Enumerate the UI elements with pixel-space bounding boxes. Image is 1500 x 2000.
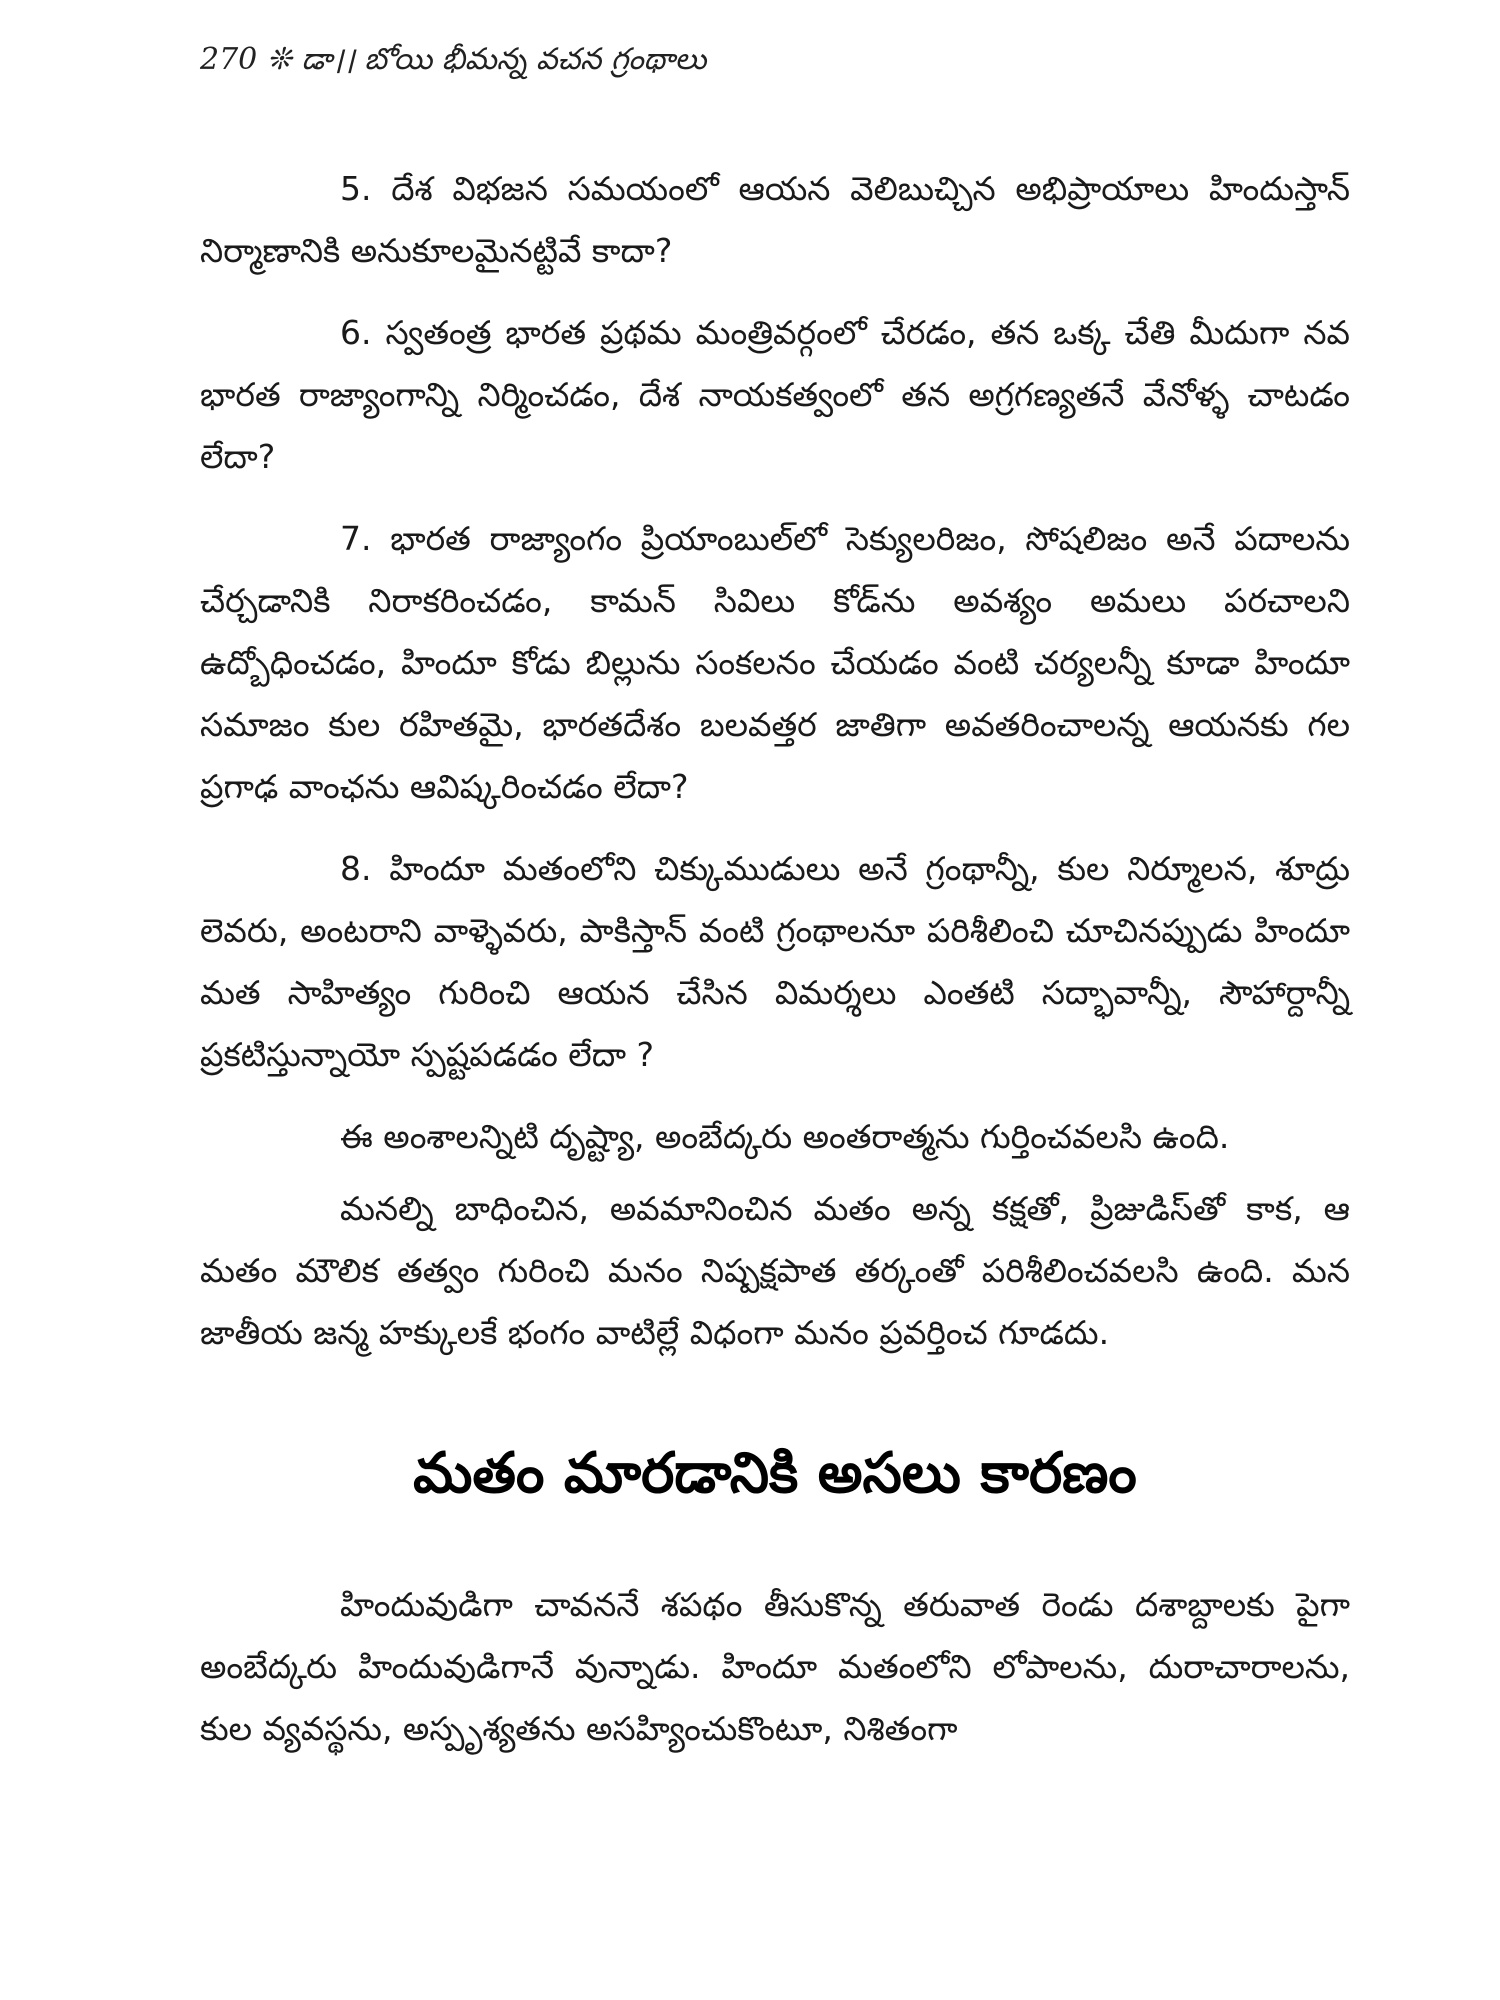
paragraph-religion-analysis: మనల్ని బాధించిన, అవమానించిన మతం అన్న కక్షతో, ప్రిజుడిస్‌తో కాక, ఆ మతం మౌలిక తత్వం గురించి మనం నిష్పక్షపాత తర్కంతో పరిశీలించవలసి ఉంది. మన జాతీయ జన్మ హక్కులకే భంగం వాటిల్లే విధంగా మనం ప్రవర్తించ గూడదు. <box>200 1189 1350 1352</box>
paragraph-point-7: 7. భారత రాజ్యాంగం ప్రియాంబుల్‌లో సెక్యులరిజం, సోషలిజం అనే పదాలను చేర్చడానికి నిరాకరించడం, కామన్ సివిలు కోడ్‌ను అవశ్యం అమలు పరచాలని ఉద్బోధించడం, హిందూ కోడు బిల్లును సంకలనం చేయడం వంటి చర్యలన్నీ కూడా హిందూ సమాజం కుల రహితమై, భారతదేశం బలవత్తర జాతిగా అవతరించాలన్న ఆయనకు గల ప్రగాఢ వాంఛను ఆవిష్కరించడం లేదా? <box>200 519 1350 806</box>
paragraph-point-8: 8. హిందూ మతంలోని చిక్కుముడులు అనే గ్రంథాన్నీ, కుల నిర్మూలన, శూద్రు లెవరు, అంటరాని వాళ్ళెవరు, పాకిస్తాన్ వంటి గ్రంథాలనూ పరిశీలించి చూచినప్పుడు హిందూ మత సాహిత్యం గురించి ఆయన చేసిన విమర్శలు ఎంతటి సద్భావాన్నీ, సౌహార్దాన్నీ ప్రకటిస్తున్నాయో స్పష్టపడడం లేదా ? <box>200 849 1350 1074</box>
running-header: 270 ❊ డా।। బోయి భీమన్న వచన గ్రంథాలు <box>200 42 707 77</box>
section-heading: మతం మారడానికి అసలు కారణం <box>413 1441 1137 1506</box>
paragraph-point-6: 6. స్వతంత్ర భారత ప్రథమ మంత్రివర్గంలో చేరడం, తన ఒక్క చేతి మీదుగా నవ భారత రాజ్యాంగాన్ని నిర్మించడం, దేశ నాయకత్వంలో తన అగ్రగణ్యతనే వేనోళ్ళ చాటడం లేదా? <box>200 313 1350 476</box>
paragraph-conclusion: ఈ అంశాలన్నిటి దృష్ట్యా, అంబేద్కరు అంతరాత్మను గుర్తించవలసి ఉంది. <box>340 1117 1230 1156</box>
section-body-paragraph: హిందువుడిగా చావననే శపథం తీసుకొన్న తరువాత రెండు దశాబ్దాలకు పైగా అంబేద్కరు హిందువుడిగానే వున్నాడు. హిందూ మతంలోని లోపాలను, దురాచారాలను, కుల వ్యవస్థను, అస్పృశ్యతను అసహ్యించుకొంటూ, నిశితంగా <box>200 1585 1350 1748</box>
paragraph-point-5: 5. దేశ విభజన సమయంలో ఆయన వెలిబుచ్చిన అభిప్రాయాలు హిందుస్తాన్ నిర్మాణానికి అనుకూలమైనట్టివే కాదా? <box>200 169 1350 270</box>
